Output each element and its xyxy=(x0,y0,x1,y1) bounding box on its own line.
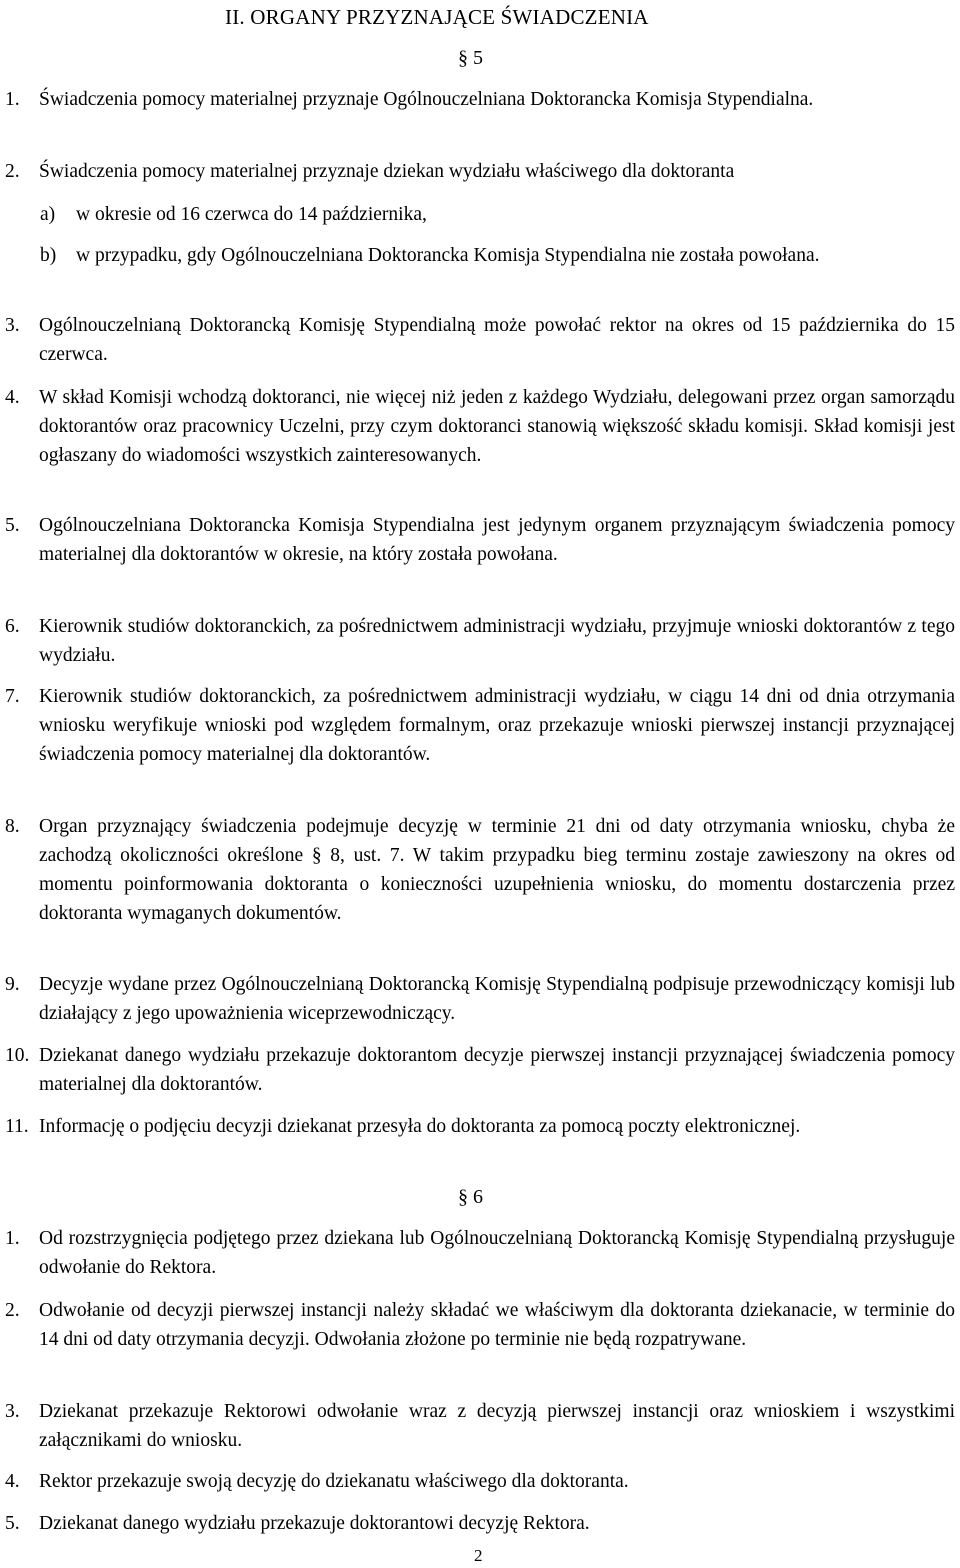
item-text: Decyzje wydane przez Ogólnouczelnianą Doktorancką Komisję Stypendialną podpisuje przewodniczący komisji lub działający z jego upoważnienia wiceprzewodniczący. xyxy=(39,974,955,1024)
list-item xyxy=(5,1041,955,1099)
list-item xyxy=(5,1296,955,1354)
sub-item-letter: a) xyxy=(40,204,56,225)
item-number: 1. xyxy=(5,89,20,110)
item-text: Kierownik studiów doktoranckich, za pośrednictwem administracji wydziału, przyjmuje wnioski doktorantów z tego wydziału. xyxy=(39,616,955,666)
item-text: Świadczenia pomocy materialnej przyznaje dziekan wydziału właściwego dla doktoranta xyxy=(39,161,735,182)
item-number: 4. xyxy=(5,387,20,408)
page-number: 2 xyxy=(474,1546,483,1565)
section-6-mark: § 6 xyxy=(458,1186,483,1208)
item-text: Kierownik studiów doktoranckich, za pośrednictwem administracji wydziału, w ciągu 14 dni od dnia otrzymania wniosku weryfikuje wnioski pod względem formalnym, oraz przekazuje wnioski pierwszej instancji przyznającej świadczenia pomocy materialnej dla doktorantów. xyxy=(39,686,955,765)
item-number: 11. xyxy=(5,1116,29,1137)
list-item xyxy=(5,311,955,369)
list-item xyxy=(5,1224,955,1282)
item-number: 9. xyxy=(5,974,20,995)
item-text: W skład Komisji wchodzą doktoranci, nie więcej niż jeden z każdego Wydziału, delegowani przez organ samorządu doktorantów oraz pracownicy Uczelni, przy czym doktoranci stanowią większość składu komisji. Skład komisji jest ogłaszany do wiadomości wszystkich zainteresowanych. xyxy=(39,387,955,466)
item-text: Ogólnouczelniana Doktorancka Komisja Stypendialna jest jedynym organem przyznającym świadczenia pomocy materialnej dla doktorantów w okresie, na który została powołana. xyxy=(39,515,955,565)
item-number: 1. xyxy=(5,1228,20,1249)
item-text: Świadczenia pomocy materialnej przyznaje Ogólnouczelniana Doktorancka Komisja Stypendialna. xyxy=(39,89,814,110)
item-text: Rektor przekazuje swoją decyzję do dziekanatu właściwego dla doktoranta. xyxy=(39,1471,629,1492)
list-item xyxy=(5,970,955,1028)
item-text: Dziekanat danego wydziału przekazuje doktorantowi decyzję Rektora. xyxy=(39,1513,590,1534)
list-item xyxy=(5,511,955,569)
item-number: 10. xyxy=(5,1045,30,1066)
list-item xyxy=(5,1509,955,1538)
item-text: Dziekanat przekazuje Rektorowi odwołanie wraz z decyzją pierwszej instancji oraz wnioskiem i wszystkimi załącznikami do wniosku. xyxy=(39,1401,955,1451)
item-text: Odwołanie od decyzji pierwszej instancji należy składać we właściwym dla doktoranta dziekanacie, w terminie do 14 dni od daty otrzymania decyzji. Odwołania złożone po terminie nie będą rozpatrywane. xyxy=(39,1300,955,1350)
item-number: 2. xyxy=(5,1300,20,1321)
list-item xyxy=(5,1112,955,1141)
item-text: Od rozstrzygnięcia podjętego przez dziekana lub Ogólnouczelnianą Doktorancką Komisję Stypendialną przysługuje odwołanie do Rektora. xyxy=(39,1228,955,1278)
item-text: Dziekanat danego wydziału przekazuje doktorantom decyzje pierwszej instancji przyznającej świadczenia pomocy materialnej dla doktorantów. xyxy=(39,1045,955,1095)
sub-item xyxy=(40,200,955,229)
item-number: 3. xyxy=(5,315,20,336)
sub-item xyxy=(40,241,955,270)
item-number: 3. xyxy=(5,1401,20,1422)
item-number: 4. xyxy=(5,1471,20,1492)
item-number: 7. xyxy=(5,686,20,707)
list-item xyxy=(5,383,955,470)
item-number: 5. xyxy=(5,515,20,536)
item-number: 5. xyxy=(5,1513,20,1534)
page-heading: II. ORGANY PRZYZNAJĄCE ŚWIADCZENIA xyxy=(225,5,649,29)
item-text: Organ przyznający świadczenia podejmuje decyzję w terminie 21 dni od daty otrzymania wniosku, chyba że zachodzą okoliczności określone § 8, ust. 7. W takim przypadku bieg terminu zostaje zawieszony na okres od momentu poinformowania doktoranta o konieczności uzupełnienia wniosku, do momentu dostarczenia przez doktoranta wymaganych dokumentów. xyxy=(39,816,955,924)
item-number: 8. xyxy=(5,816,20,837)
sub-item-letter: b) xyxy=(40,245,57,266)
sub-item-text: w przypadku, gdy Ogólnouczelniana Doktorancka Komisja Stypendialna nie została powołana. xyxy=(76,245,820,266)
list-item xyxy=(5,812,955,928)
item-number: 2. xyxy=(5,161,20,182)
list-item xyxy=(5,682,955,769)
list-item xyxy=(5,1397,955,1455)
list-item xyxy=(5,157,955,186)
list-item xyxy=(5,85,955,114)
sub-item-text: w okresie od 16 czerwca do 14 października, xyxy=(76,204,427,225)
list-item xyxy=(5,612,955,670)
section-5-mark: § 5 xyxy=(458,47,483,69)
item-text: Informację o podjęciu decyzji dziekanat przesyła do doktoranta za pomocą poczty elektronicznej. xyxy=(39,1116,801,1137)
item-number: 6. xyxy=(5,616,20,637)
item-text: Ogólnouczelnianą Doktorancką Komisję Stypendialną może powołać rektor na okres od 15 października do 15 czerwca. xyxy=(39,315,955,365)
list-item xyxy=(5,1467,955,1496)
